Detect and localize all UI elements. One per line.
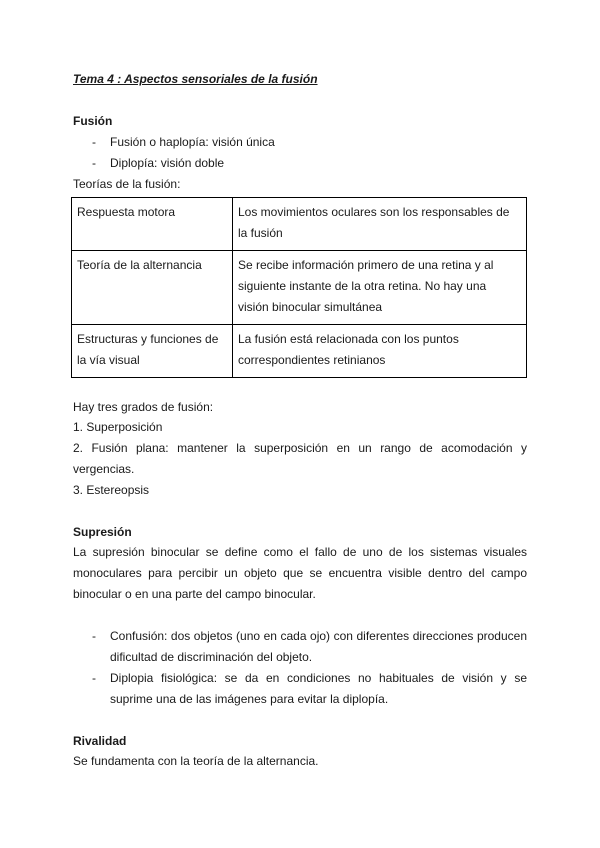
- list-item: [92, 156, 224, 171]
- heading-supresion: Supresión: [73, 525, 132, 539]
- paragraph-line: Se fundamenta con la teoría de la alternancia.: [73, 754, 319, 768]
- table-cell: [72, 251, 233, 325]
- bullet-dash: -: [92, 671, 96, 685]
- paragraph-line: monoculares para percibir un objeto que se encuentra visible dentro del campo: [73, 566, 527, 580]
- list-item-text: Fusión o haplopía: visión única: [110, 135, 275, 149]
- table-cell: [233, 325, 527, 378]
- cell-text: La fusión está relacionada con los puntos: [238, 332, 459, 346]
- theories-label: Teorías de la fusión:: [73, 177, 181, 191]
- list-item-continuation: vergencias.: [73, 462, 135, 476]
- list-item: 3. Estereopsis: [73, 483, 150, 497]
- cell-text: la fusión: [238, 226, 283, 240]
- page-title: Tema 4 : Aspectos sensoriales de la fusión: [73, 72, 318, 86]
- list-item: [92, 135, 275, 150]
- table-row: [72, 198, 527, 251]
- cell-text: Respuesta motora: [77, 205, 176, 219]
- list-item: Confusión: dos objetos (uno en cada ojo) con diferentes direcciones producen: [110, 629, 527, 643]
- cell-text: correspondientes retinianos: [238, 353, 386, 367]
- paragraph-line: binocular o en una parte del campo binocular.: [73, 587, 316, 601]
- cell-text: la vía visual: [77, 353, 140, 367]
- table-cell: [72, 325, 233, 378]
- cell-text: visión binocular simultánea: [238, 300, 383, 314]
- list-item-text: Diplopía: visión doble: [110, 156, 225, 170]
- cell-text: Estructuras y funciones de: [77, 332, 219, 346]
- list-item-continuation: dificultad de discriminación del objeto.: [110, 650, 313, 664]
- table-row: [72, 325, 527, 378]
- table-row: [72, 251, 527, 325]
- cell-text: siguiente instante de la otra retina. No hay una: [238, 279, 487, 293]
- theories-table: [71, 197, 527, 378]
- list-item: 2. Fusión plana: mantener la superposición en un rango de acomodación y: [73, 441, 527, 455]
- table-cell: [233, 251, 527, 325]
- grades-intro: Hay tres grados de fusión:: [73, 400, 214, 414]
- list-item: 1. Superposición: [73, 420, 163, 434]
- bullet-dash: -: [92, 629, 96, 643]
- bullet-dash: -: [92, 135, 96, 149]
- list-item-continuation: suprime una de las imágenes para evitar la diplopía.: [110, 692, 389, 706]
- cell-text: Se recibe información primero de una retina y al: [238, 258, 494, 272]
- bullet-dash: -: [92, 156, 96, 170]
- table-cell: [233, 198, 527, 251]
- heading-rivalidad: Rivalidad: [73, 734, 127, 748]
- cell-text: Los movimientos oculares son los responsables de: [238, 205, 510, 219]
- heading-fusion: Fusión: [73, 114, 113, 128]
- paragraph-line: La supresión binocular se define como el fallo de uno de los sistemas visuales: [73, 545, 527, 559]
- cell-text: Teoría de la alternancia: [77, 258, 202, 272]
- list-item: Diplopia fisiológica: se da en condiciones no habituales de visión y se: [110, 671, 527, 685]
- table-cell: [72, 198, 233, 251]
